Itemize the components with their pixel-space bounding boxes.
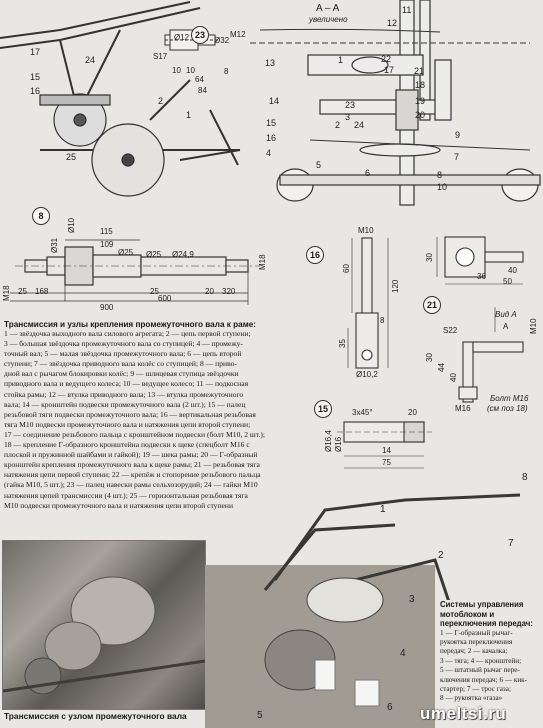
dim-label: 600 <box>158 294 172 303</box>
dim-label: 30 <box>425 353 434 362</box>
callout: 21 <box>414 66 425 76</box>
dim-label: M12 <box>230 30 246 39</box>
caption-line: 1 — звёздочка выходного вала силового агрегата; 2 — цепь первой ступени; <box>4 329 251 338</box>
callout: 14 <box>269 96 280 106</box>
dim-label: 44 <box>437 363 446 372</box>
dim-label: Ø16,4 <box>324 430 333 452</box>
caption-line: кронштейн крепления промежуточного вала к щеке рамы; 21 — резьбовая тяга <box>4 460 260 470</box>
dim-label: Ø10 <box>67 217 76 233</box>
dim-label: 25 <box>150 287 159 296</box>
dim-label: 120 <box>391 279 400 293</box>
caption-line: вала; 14 — кронштейн подвески промежуточного вала (2 шт.); 15 — палец <box>4 399 246 409</box>
callout: 19 <box>415 96 426 106</box>
frame-assembly-lines <box>0 0 250 200</box>
callout: 15 <box>266 118 277 128</box>
dim-label: M10 <box>529 318 538 334</box>
caption-line: тяга М10 подвески промежуточного вала и натяжения цепи второй ступени; <box>4 419 251 429</box>
dim-label: 20 <box>408 408 417 417</box>
dim-label: Болт М16 <box>490 394 529 403</box>
dim-label: Ø24,9 <box>172 250 194 259</box>
dim-label: 20 <box>205 287 214 296</box>
dim-label: 30 <box>425 253 434 262</box>
caption-line: 1 — Г-образный рычаг- <box>440 628 513 637</box>
drawing-part-21 <box>415 222 543 422</box>
drawing-part-16 <box>298 218 408 388</box>
callout: 3 <box>345 112 351 122</box>
callout: 22 <box>381 54 392 64</box>
dim-label: M16 <box>455 404 471 413</box>
caption-line: 3 — большая звёздочка промежуточного вала со ступицей; 4 — промежу- <box>4 339 243 349</box>
callout: 8 <box>437 170 443 180</box>
callout: 2 <box>158 96 164 106</box>
dim-label: 50 <box>503 277 512 286</box>
callout: 12 <box>387 18 398 28</box>
dim-label: 10 <box>172 66 181 75</box>
photo-engine-shapes <box>3 541 205 709</box>
caption-title: Трансмиссия и узлы крепления промежуточного вала к раме: <box>4 320 257 329</box>
dim-label: 25 <box>18 287 27 296</box>
caption-title: Системы управления мотоблоком и переключения передач: <box>440 600 533 628</box>
caption-line: 18 — крепление Г-образного кронштейна подвески к щеке (спецболт М16 с <box>4 440 250 450</box>
dim-label: A <box>503 322 509 331</box>
dim-label: 10 <box>186 66 195 75</box>
callout: 1 <box>186 110 192 120</box>
caption-line: резьбовой тяги подвески промежуточного вала; 16 — вертикальная резьбовая <box>4 409 256 419</box>
dim-label: Ø25 <box>118 248 134 257</box>
caption-line: М10 подвески промежуточного вала и натяжения цепи второй ступени <box>4 500 234 510</box>
caption-line: точный вал; 5 — малая звёздочка промежуточного вала; 6 — цепь второй <box>4 349 242 359</box>
dim-label: 8 <box>224 67 229 76</box>
callout: 6 <box>387 702 393 713</box>
dim-label: M10 <box>358 226 374 235</box>
dim-label: M18 <box>2 285 11 301</box>
callout: 18 <box>415 80 426 90</box>
caption-line: стартер; 7 — трос газа; <box>440 684 511 693</box>
photo-transmission <box>2 540 206 710</box>
dim-label: 109 <box>100 240 114 249</box>
callout: 4 <box>400 648 406 659</box>
caption-line: дной вал с рычагом блокировки колёс; 9 — шлицевая ступица звёздочки <box>4 369 239 379</box>
dim-label: 14 <box>382 446 391 455</box>
callout: 1 <box>338 55 344 65</box>
callout-circle-23: 23 <box>191 26 209 44</box>
dim-label: Ø32 <box>214 36 230 45</box>
dim-label: 320 <box>222 287 236 296</box>
caption-controls <box>440 600 543 704</box>
callout: 16 <box>266 133 277 143</box>
part16-lines <box>298 218 408 388</box>
dim-label: 84 <box>198 86 207 95</box>
part-marker-15: 15 <box>314 400 332 418</box>
dim-label: 60 <box>342 264 351 273</box>
part-marker-8: 8 <box>32 207 50 225</box>
caption-line: 3 — тяга; 4 — кронштейн; <box>440 656 522 665</box>
dim-label: 36 <box>477 272 486 281</box>
callout: 6 <box>365 168 371 178</box>
section-label: A – A <box>316 3 340 14</box>
dim-label: Ø12 <box>174 33 190 42</box>
callout: 8 <box>522 472 528 483</box>
dim-label: Ø10,2 <box>356 370 378 379</box>
caption-line: рукоятка переключения <box>440 637 513 646</box>
caption-line: натяжения цепи первой ступени; 22 — крепёж и стопорение резьбового пальца <box>4 470 261 480</box>
drawing-section-aa <box>250 0 543 205</box>
callout: 9 <box>455 130 461 140</box>
callout: 24 <box>354 120 365 130</box>
callout: 3 <box>409 594 415 605</box>
dim-label: Ø31 <box>50 237 59 253</box>
part-marker-16: 16 <box>306 246 324 264</box>
callout: 7 <box>454 152 460 162</box>
part21-lines <box>415 222 543 422</box>
dim-label: 900 <box>100 303 114 312</box>
callout: 24 <box>85 55 96 65</box>
watermark: umeltsi.ru <box>420 704 507 723</box>
callout: 23 <box>345 100 356 110</box>
dim-label: S17 <box>153 52 168 61</box>
dim-label: 64 <box>195 75 204 84</box>
callout: 13 <box>265 58 276 68</box>
dim-label: Ø25 <box>146 250 162 259</box>
dim-label: Вид А <box>495 310 517 319</box>
callout: 2 <box>335 120 341 130</box>
caption-line: 17 — соединение резьбового пальца с кронштейном подвески (болт М10, 2 шт.); <box>4 429 266 439</box>
dim-label: 35 <box>338 339 347 348</box>
caption-line: стойка рамы; 12 — втулка приводного вала; 13 — втулка промежуточного <box>4 389 244 399</box>
dim-label: S22 <box>443 326 458 335</box>
caption-line: натяжения цепей трансмиссии (4 шт.); 25 — горизонтальная резьбовая тяга <box>4 490 248 500</box>
callout: 11 <box>402 5 412 15</box>
callout: 17 <box>30 47 41 57</box>
dim-label: 3х45° <box>352 408 373 417</box>
caption-line: приводного вала и ведущего колеса; 10 — ведущее колесо; 11 — подкосная <box>4 379 249 389</box>
dim-label: 40 <box>449 373 458 382</box>
caption-line: 5 — штатный рычаг пере- <box>440 666 520 675</box>
drawing-frame-assembly <box>0 0 250 200</box>
drawing-intermediate-shaft <box>0 205 280 313</box>
dim-label: 168 <box>35 287 49 296</box>
dim-label: 115 <box>100 227 113 236</box>
dim-label: (см поз 18) <box>487 404 528 413</box>
dim-label: 8 <box>380 316 385 325</box>
caption-line: плоской и пружинной шайбами и гайкой); 19 — шека рамы; 20 — Г-образный <box>4 450 258 460</box>
photo-caption: Трансмиссия с узлом промежуточного вала <box>4 711 187 721</box>
callout: 25 <box>66 152 77 162</box>
callout: 1 <box>380 504 386 515</box>
callout: 16 <box>30 86 41 96</box>
section-note: увеличено <box>309 15 348 24</box>
dim-label: Ø16 <box>334 436 343 452</box>
section-aa-lines <box>250 0 543 205</box>
callout: 4 <box>266 148 272 158</box>
callout: 7 <box>508 538 514 549</box>
part-marker-21: 21 <box>423 296 441 314</box>
caption-line: ключения передач; 6 — кик- <box>440 675 528 684</box>
caption-line: 8 — рукоятка «газа» <box>440 694 503 703</box>
callout: 17 <box>384 65 395 75</box>
callout: 5 <box>316 160 322 170</box>
drawing-part-15 <box>312 398 442 478</box>
callout: 2 <box>438 550 444 561</box>
dim-label: 40 <box>508 266 517 275</box>
dim-label: M18 <box>258 254 267 270</box>
caption-line: ступени; 7 — звёздочка приводного вала колёс со ступицей; 8 — приво- <box>4 359 237 369</box>
caption-line: передач; 2 — качалка; <box>440 647 508 656</box>
callout: 5 <box>257 710 263 721</box>
caption-line: (гайка М10, 5 шт.); 23 — палец навески рамы сельхозорудий; 24 — гайки М10 <box>4 480 258 490</box>
callout: 15 <box>30 72 41 82</box>
dim-label: 75 <box>382 458 391 467</box>
callout: 20 <box>415 110 426 120</box>
callout: 10 <box>437 182 448 192</box>
